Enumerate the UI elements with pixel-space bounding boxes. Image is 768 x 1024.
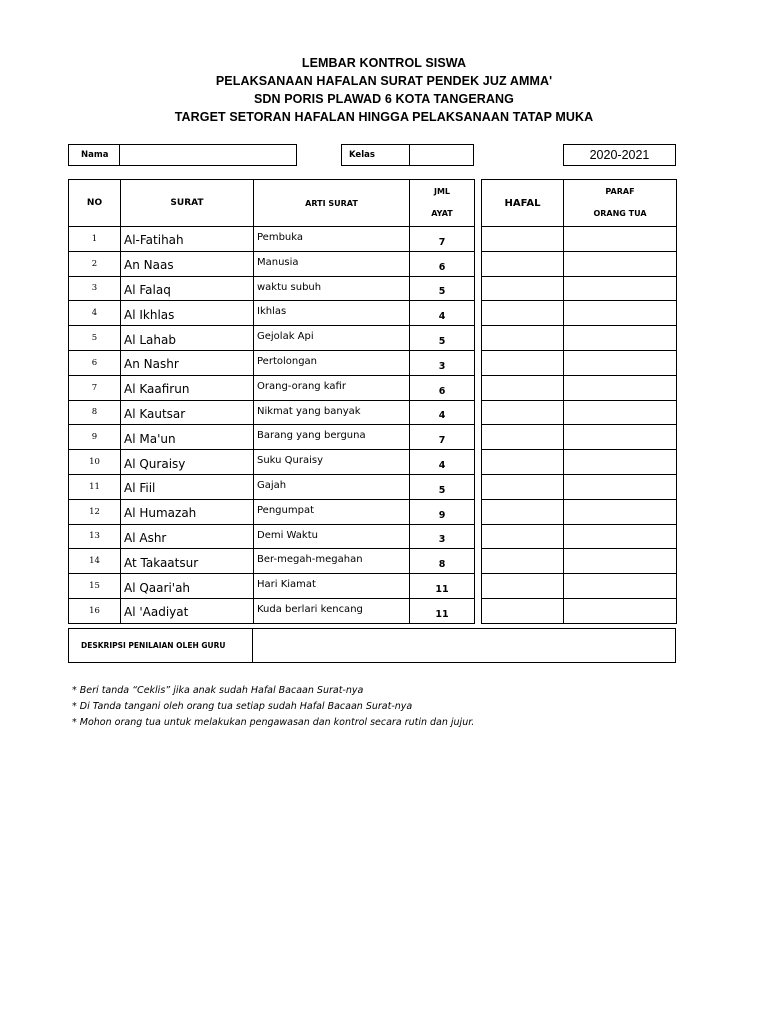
row-arti-surat: Gajah [254, 474, 410, 499]
header-hafal: HAFAL [482, 180, 564, 227]
header-arti-surat: ARTI SURAT [254, 180, 410, 227]
hafal-cell[interactable] [482, 326, 564, 351]
paraf-row [482, 375, 677, 400]
row-surat: Al 'Aadiyat [121, 598, 254, 623]
row-arti-surat: Nikmat yang banyak [254, 400, 410, 425]
hafal-cell[interactable] [482, 574, 564, 599]
year-label: 2020-2021 [589, 148, 650, 162]
row-jml-ayat: 7 [410, 227, 475, 252]
hafal-cell[interactable] [482, 251, 564, 276]
table-row [69, 549, 475, 574]
hafal-cell[interactable] [482, 499, 564, 524]
deskripsi-label: DESKRIPSI PENILAIAN OLEH GURU [81, 641, 226, 650]
nama-label: Nama [81, 150, 109, 160]
row-surat: Al Ashr [121, 524, 254, 549]
nama-label-box [68, 144, 120, 166]
row-arti-surat: Ikhlas [254, 301, 410, 326]
header-jml-line1: JML [433, 187, 451, 196]
table-row [69, 499, 475, 524]
row-no: 12 [69, 499, 121, 524]
table-row [69, 425, 475, 450]
row-arti-surat: Pengumpat [254, 499, 410, 524]
row-jml-ayat: 6 [410, 251, 475, 276]
paraf-cell[interactable] [564, 400, 677, 425]
surat-table [68, 179, 475, 624]
paraf-cell[interactable] [564, 524, 677, 549]
kelas-label-box [341, 144, 410, 166]
header-jml-ayat [410, 180, 475, 227]
row-jml-ayat: 4 [410, 400, 475, 425]
row-jml-ayat: 5 [410, 276, 475, 301]
row-no: 10 [69, 450, 121, 475]
table-row [69, 326, 475, 351]
row-no: 7 [69, 375, 121, 400]
row-arti-surat: Kuda berlari kencang [254, 598, 410, 623]
row-no: 8 [69, 400, 121, 425]
header-no: NO [69, 180, 121, 227]
row-surat: Al Humazah [121, 499, 254, 524]
row-no: 5 [69, 326, 121, 351]
hafal-cell[interactable] [482, 524, 564, 549]
row-no: 4 [69, 301, 121, 326]
header-paraf-line2: ORANG TUA [593, 209, 647, 218]
deskripsi-field[interactable] [252, 628, 676, 663]
row-no: 13 [69, 524, 121, 549]
title-line-3: SDN PORIS PLAWAD 6 KOTA TANGERANG [253, 92, 515, 106]
row-jml-ayat: 3 [410, 524, 475, 549]
paraf-cell[interactable] [564, 375, 677, 400]
paraf-cell[interactable] [564, 474, 677, 499]
paraf-cell[interactable] [564, 350, 677, 375]
row-no: 3 [69, 276, 121, 301]
table-row [69, 400, 475, 425]
paraf-cell[interactable] [564, 326, 677, 351]
paraf-row [482, 574, 677, 599]
paraf-row [482, 598, 677, 623]
paraf-row [482, 400, 677, 425]
paraf-cell[interactable] [564, 301, 677, 326]
row-arti-surat: Pembuka [254, 227, 410, 252]
paraf-cell[interactable] [564, 549, 677, 574]
hafal-cell[interactable] [482, 450, 564, 475]
row-surat: Al Qaari'ah [121, 574, 254, 599]
row-no: 2 [69, 251, 121, 276]
hafal-cell[interactable] [482, 474, 564, 499]
row-jml-ayat: 8 [410, 549, 475, 574]
row-arti-surat: Gejolak Api [254, 326, 410, 351]
row-arti-surat: Pertolongan [254, 350, 410, 375]
row-surat: Al Kautsar [121, 400, 254, 425]
paraf-cell[interactable] [564, 598, 677, 623]
header-paraf-orang-tua [564, 180, 677, 227]
paraf-cell[interactable] [564, 450, 677, 475]
row-surat: Al-Fatihah [121, 227, 254, 252]
paraf-row [482, 474, 677, 499]
row-jml-ayat: 11 [410, 598, 475, 623]
paraf-table [481, 179, 677, 624]
hafal-cell[interactable] [482, 425, 564, 450]
hafal-cell[interactable] [482, 375, 564, 400]
paraf-row [482, 350, 677, 375]
paraf-cell[interactable] [564, 251, 677, 276]
table-row [69, 574, 475, 599]
row-arti-surat: Orang-orang kafir [254, 375, 410, 400]
row-arti-surat: Hari Kiamat [254, 574, 410, 599]
row-surat: Al Fiil [121, 474, 254, 499]
paraf-row [482, 499, 677, 524]
row-jml-ayat: 5 [410, 326, 475, 351]
paraf-cell[interactable] [564, 574, 677, 599]
row-jml-ayat: 3 [410, 350, 475, 375]
paraf-row [482, 227, 677, 252]
row-arti-surat: waktu subuh [254, 276, 410, 301]
header-paraf-line1: PARAF [605, 187, 635, 196]
row-surat: Al Lahab [121, 326, 254, 351]
kelas-label: Kelas [349, 150, 375, 160]
table-row [69, 301, 475, 326]
nama-field[interactable] [119, 144, 297, 166]
table-header-row [69, 180, 475, 227]
hafal-cell[interactable] [482, 227, 564, 252]
header-jml-line2: AYAT [431, 209, 453, 218]
table-row [69, 375, 475, 400]
table-row [69, 450, 475, 475]
row-no: 16 [69, 598, 121, 623]
title-line-4: TARGET SETORAN HAFALAN HINGGA PELAKSANAAN TATAP MUKA [174, 110, 594, 124]
paraf-row [482, 301, 677, 326]
row-no: 15 [69, 574, 121, 599]
header-surat: SURAT [121, 180, 254, 227]
paraf-row [482, 450, 677, 475]
row-jml-ayat: 11 [410, 574, 475, 599]
row-jml-ayat: 4 [410, 450, 475, 475]
row-arti-surat: Demi Waktu [254, 524, 410, 549]
row-surat: Al Falaq [121, 276, 254, 301]
row-jml-ayat: 6 [410, 375, 475, 400]
table-row [69, 524, 475, 549]
table-row [69, 251, 475, 276]
table-row [69, 227, 475, 252]
paraf-row [482, 425, 677, 450]
row-surat: Al Ma'un [121, 425, 254, 450]
hafal-cell[interactable] [482, 598, 564, 623]
row-arti-surat: Suku Quraisy [254, 450, 410, 475]
hafal-cell[interactable] [482, 276, 564, 301]
table-row [69, 276, 475, 301]
hafal-cell[interactable] [482, 400, 564, 425]
row-surat: Al Quraisy [121, 450, 254, 475]
row-jml-ayat: 7 [410, 425, 475, 450]
row-no: 11 [69, 474, 121, 499]
row-surat: An Nashr [121, 350, 254, 375]
note-1: * Beri tanda “Ceklis” jika anak sudah Hafal Bacaan Surat-nya [72, 685, 364, 696]
table-row [69, 598, 475, 623]
paraf-cell[interactable] [564, 425, 677, 450]
table-row [69, 474, 475, 499]
row-surat: At Takaatsur [121, 549, 254, 574]
row-surat: Al Kaafirun [121, 375, 254, 400]
paraf-cell[interactable] [564, 499, 677, 524]
hafal-cell[interactable] [482, 350, 564, 375]
row-no: 6 [69, 350, 121, 375]
row-surat: An Naas [121, 251, 254, 276]
note-2: * Di Tanda tangani oleh orang tua setiap sudah Hafal Bacaan Surat-nya [72, 701, 413, 712]
paraf-row [482, 524, 677, 549]
row-jml-ayat: 4 [410, 301, 475, 326]
hafal-cell[interactable] [482, 549, 564, 574]
row-jml-ayat: 5 [410, 474, 475, 499]
deskripsi-label-box [68, 628, 253, 663]
kelas-field[interactable] [409, 144, 474, 166]
title-line-2: PELAKSANAAN HAFALAN SURAT PENDEK JUZ AMMA' [215, 74, 553, 88]
paraf-row [482, 251, 677, 276]
row-surat: Al Ikhlas [121, 301, 254, 326]
row-arti-surat: Manusia [254, 251, 410, 276]
table-row [69, 350, 475, 375]
row-no: 14 [69, 549, 121, 574]
note-3: * Mohon orang tua untuk melakukan pengawasan dan kontrol secara rutin dan jujur. [72, 717, 475, 728]
paraf-row [482, 326, 677, 351]
paraf-row [482, 276, 677, 301]
row-no: 1 [69, 227, 121, 252]
paraf-header-row [482, 180, 677, 227]
row-arti-surat: Ber-megah-megahan [254, 549, 410, 574]
paraf-cell[interactable] [564, 227, 677, 252]
row-no: 9 [69, 425, 121, 450]
hafal-cell[interactable] [482, 301, 564, 326]
year-box [563, 144, 676, 166]
title-line-1: LEMBAR KONTROL SISWA [301, 56, 467, 70]
row-jml-ayat: 9 [410, 499, 475, 524]
paraf-cell[interactable] [564, 276, 677, 301]
row-arti-surat: Barang yang berguna [254, 425, 410, 450]
paraf-row [482, 549, 677, 574]
